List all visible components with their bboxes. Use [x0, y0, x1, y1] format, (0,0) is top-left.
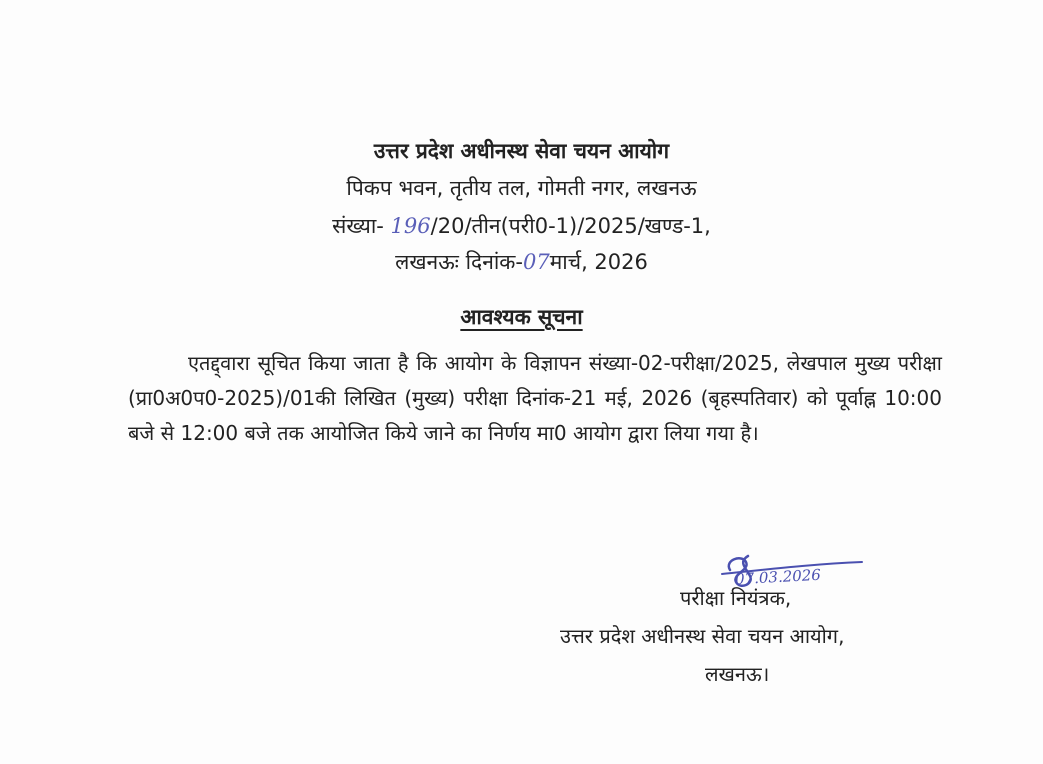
reference-prefix: संख्या- — [332, 214, 384, 238]
signatory-city: लखनऊ। — [705, 662, 770, 686]
signatory-role: परीक्षा नियंत्रक, — [680, 586, 792, 610]
date-line — [0, 248, 1043, 276]
notice-paragraph: एतद्द्वारा सूचित किया जाता है कि आयोग के विज्ञापन संख्या-02-परीक्षा/2025, लेखपाल मुख्य परीक्षा (प्रा0अ0प0-2025)/01की लिखित (मुख्य) परीक्षा दिनांक-21 मई, 2026 (बृहस्पतिवार) को पूर्वाह्न 10:00 बजे से 12:00 बजे तक आयोजित किये जाने का निर्णय मा0 आयोग द्वारा लिया गया है। — [128, 351, 942, 445]
reference-number-line — [0, 212, 1043, 240]
date-suffix: मार्च, 2026 — [549, 250, 648, 274]
signature-date: 07.03.2026 — [734, 565, 822, 589]
notice-body — [128, 346, 942, 451]
handwritten-reference-number: 196 — [390, 214, 431, 238]
notice-heading-text: आवश्यक सूचना — [460, 305, 583, 329]
notice-heading — [0, 303, 1043, 331]
organization-title: उत्तर प्रदेश अधीनस्थ सेवा चयन आयोग — [373, 139, 670, 163]
organization-address: पिकप भवन, तृतीय तल, गोमती नगर, लखनऊ — [346, 176, 697, 200]
reference-suffix: /20/तीन(परी0-1)/2025/खण्ड-1, — [430, 214, 711, 238]
handwritten-date-day: 07 — [523, 250, 550, 274]
date-prefix: लखनऊः दिनांक- — [395, 250, 523, 274]
signatory-organization: उत्तर प्रदेश अधीनस्थ सेवा चयन आयोग, — [560, 624, 845, 648]
